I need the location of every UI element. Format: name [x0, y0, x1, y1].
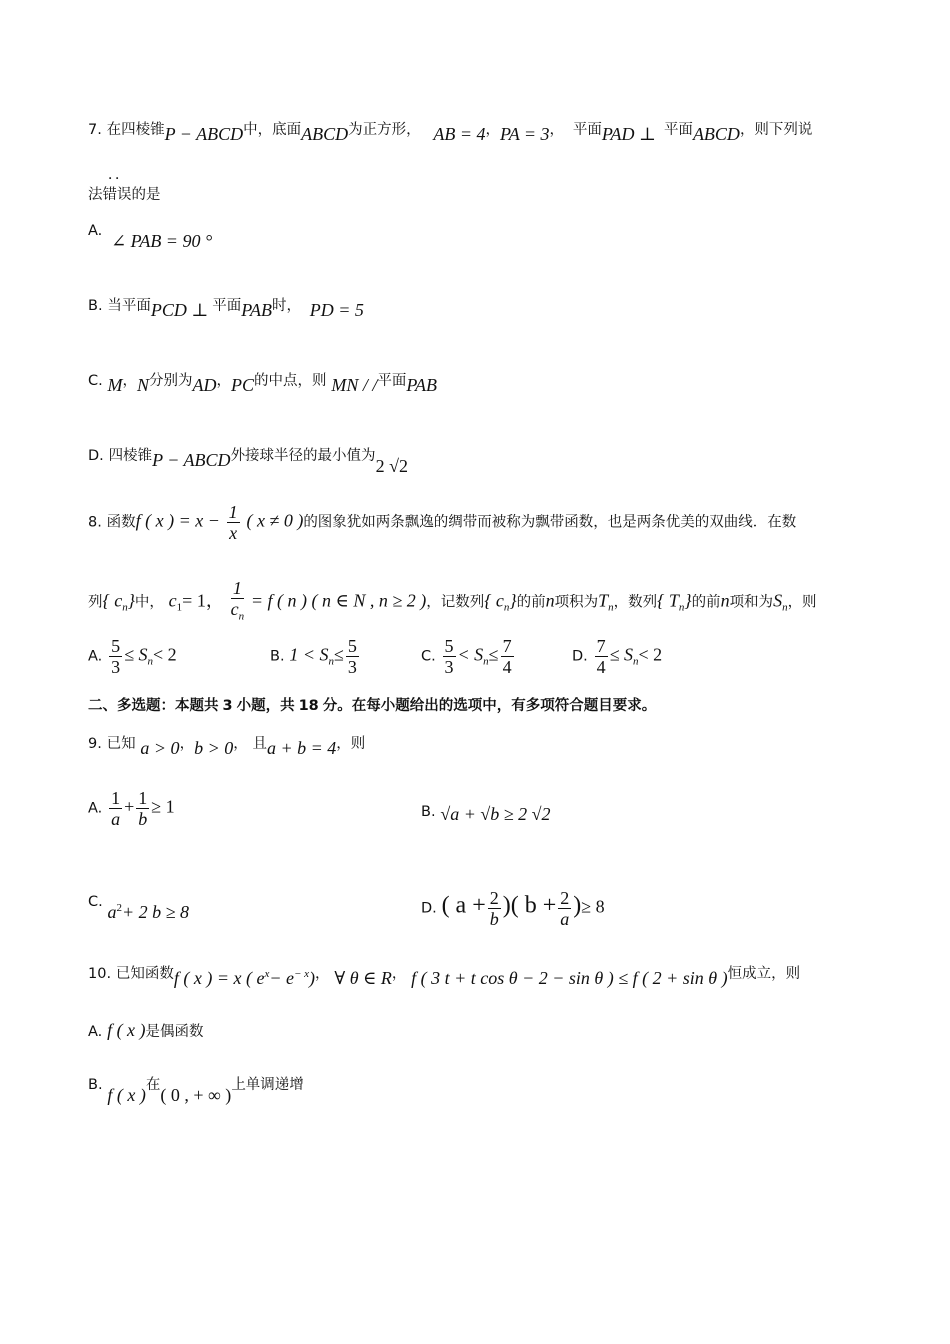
q8-sub: n: [147, 655, 153, 668]
q7-b-math: PD = 5: [309, 300, 364, 320]
q7-math-abcd: ABCD: [692, 124, 740, 144]
frac-numerator: 1: [231, 578, 245, 599]
option-label: B.: [270, 648, 285, 665]
q10-option-b: [88, 1073, 304, 1105]
q9-text: ，则: [336, 736, 366, 752]
frac-denominator: a: [111, 809, 121, 829]
q10-math-part: ): [309, 968, 316, 988]
q8-fraction: [231, 578, 245, 627]
q7-stem-line1: [88, 118, 813, 144]
section-count: 3: [222, 698, 233, 714]
frac-numerator: 2: [560, 888, 570, 908]
q7-math-pyramid: P − ABCD: [164, 124, 244, 144]
section-points: 18: [298, 698, 319, 714]
option-label: A.: [88, 1024, 103, 1040]
q10-text: 上单调递增: [231, 1077, 304, 1093]
q8-math: n: [720, 590, 730, 611]
q8-option-d: [572, 636, 662, 677]
frac-denominator: x: [229, 523, 238, 543]
q8-b-math: ≤: [334, 644, 344, 665]
q8-math: = 1，: [182, 590, 224, 611]
q7-text: 分别为: [149, 373, 193, 389]
q8-math-cond: ( x ≠ 0 ): [246, 510, 304, 531]
q8-math: { c: [484, 590, 504, 611]
frac-denominator: 4: [502, 657, 512, 677]
q7-math-pa: PA = 3: [500, 124, 550, 144]
q10-math-part: f ( x ) = x ( e: [173, 968, 265, 988]
frac-denominator: 3: [347, 657, 357, 677]
q7-text: 平面: [572, 122, 602, 138]
frac-numerator: 2: [489, 888, 499, 908]
option-label: D.: [88, 448, 104, 464]
q7-text: 法错误的是: [88, 187, 161, 203]
q7-text: ，: [485, 122, 501, 138]
q7-option-c: [88, 369, 438, 395]
q9-d-math: ≥ 8: [581, 896, 605, 917]
q9-d-math: ): [502, 892, 511, 919]
q7-d-math: P − ABCD: [152, 450, 231, 470]
q10-text: 在: [145, 1077, 161, 1093]
q8-c-math: < S: [457, 644, 484, 665]
q8-stem-line2: [88, 578, 817, 627]
q9-number: 9.: [88, 736, 102, 752]
frac-denominator: b: [138, 809, 148, 829]
q8-text: 的前: [516, 594, 546, 611]
q8-math: { c: [102, 590, 123, 611]
q7-text: 中，底面: [243, 122, 302, 138]
q8-fraction: [227, 502, 240, 543]
q8-c-math: ≤: [488, 644, 499, 665]
q7-c-math: AD: [192, 375, 217, 395]
q8-math: { T: [657, 590, 679, 611]
q8-d-fraction: [595, 636, 608, 677]
q9-stem: [88, 732, 366, 758]
q10-stem: [88, 962, 801, 988]
q9-text: ，: [179, 736, 195, 752]
q9-a-fraction: [136, 788, 149, 829]
q8-a-math: < 2: [152, 644, 177, 665]
q8-number: 8.: [88, 514, 102, 531]
frac-denominator: 3: [444, 657, 454, 677]
q8-sub: n: [632, 655, 639, 668]
q7-b-math: PCD ⊥: [150, 300, 209, 320]
q8-text: ，记数列: [426, 594, 485, 611]
q8-option-c: [421, 636, 516, 677]
q8-text: 项和为: [729, 594, 774, 611]
frac-numerator: 5: [111, 636, 121, 656]
q8-text: 项积为: [554, 594, 599, 611]
q7-a-math: ∠ PAB = 90 °: [111, 231, 213, 251]
q8-math: S: [773, 590, 783, 611]
q8-c-fraction: [501, 636, 514, 677]
q8-option-a: [88, 636, 177, 677]
q9-option-d: [421, 888, 605, 929]
q7-c-math: M: [107, 375, 123, 395]
frac-denominator: b: [489, 909, 499, 929]
q9-math: b > 0: [194, 738, 234, 758]
section-text: 小题，共: [236, 698, 295, 714]
q7-d-math: 2 √2: [375, 456, 408, 476]
q7-option-b: [88, 294, 364, 320]
q7-text: ，: [216, 373, 232, 389]
option-label: A.: [88, 223, 103, 239]
q10-math-ineq: f ( 3 t + t cos θ − 2 − sin θ ) ≤ f ( 2 + sin θ ): [411, 968, 728, 988]
q9-a-fraction: [109, 788, 122, 829]
q7-math-base: ABCD: [301, 124, 349, 144]
q10-sup: − x: [293, 968, 310, 980]
q7-text: 时，: [271, 298, 301, 314]
q7-c-math: MN / /: [331, 375, 378, 395]
q7-emphasis-dots: ．．: [108, 167, 129, 183]
q7-text: 的中点，则: [254, 373, 327, 389]
q7-text: ，: [549, 122, 565, 138]
q9-d-fraction: [488, 888, 501, 929]
q8-text: ，数列: [613, 594, 658, 611]
q8-math: T: [598, 590, 609, 611]
q9-c-base: a: [107, 902, 117, 922]
q7-text: 四棱锥: [108, 448, 153, 464]
q9-option-a: [88, 788, 175, 829]
section-text: 分。在每小题给出的选项中，有多项符合题目要求。: [322, 698, 657, 714]
q9-c-sup: 2: [116, 902, 123, 914]
q8-text: 的图象犹如两条飘逸的绸带而被称为飘带函数，也是两条优美的双曲线．在数: [303, 514, 797, 531]
option-label: D.: [421, 900, 437, 917]
q9-d-fraction: [558, 888, 571, 929]
q9-d-math: ( b +: [510, 892, 557, 919]
q7-text: 当平面: [107, 298, 151, 314]
q8-option-b: [270, 636, 361, 677]
q10-text: 是偶函数: [145, 1024, 204, 1040]
q9-text: 且: [252, 736, 267, 752]
q8-sub: n: [122, 601, 128, 614]
option-label: C.: [421, 648, 436, 665]
frac-denominator: 3: [111, 657, 121, 677]
q8-sub: n: [503, 601, 510, 614]
q9-d-math: ( a +: [441, 892, 486, 919]
q8-math: n: [545, 590, 555, 611]
q9-option-b: [421, 800, 551, 824]
frac-denominator: 4: [596, 657, 606, 677]
q7-text: 为正方形，: [348, 122, 421, 138]
q10-text: 恒成立，则: [727, 966, 801, 982]
q10-math-fx: [174, 968, 315, 988]
q10-text: 已知函数: [115, 966, 174, 982]
q8-sub: n: [483, 655, 489, 668]
q7-c-math: PC: [231, 375, 255, 395]
option-label: B.: [421, 804, 436, 820]
frac-numerator: 1: [228, 502, 238, 522]
frac-numerator: 5: [347, 636, 357, 656]
q7-math-ab: AB = 4: [433, 124, 486, 144]
q7-text: ，则下列说: [739, 122, 813, 138]
q7-c-math: PAB: [406, 375, 438, 395]
section-heading-multiple-choice: [88, 694, 656, 715]
q7-text: 平面: [663, 122, 693, 138]
q8-d-math: < 2: [638, 644, 663, 665]
q8-math: = f ( n ) ( n ∈ N , n ≥ 2 ): [250, 590, 427, 611]
option-label: B.: [88, 1077, 103, 1093]
q9-b-math: √a + √b ≥ 2 √2: [440, 804, 551, 824]
q8-math-fx: f ( x ) = x −: [135, 510, 220, 531]
q8-math: c: [168, 590, 177, 611]
option-label: D.: [572, 648, 588, 665]
option-label: C.: [88, 894, 103, 910]
q8-math: }: [684, 590, 692, 611]
q7-option-a: [88, 219, 213, 251]
q8-sub: n: [328, 655, 334, 668]
q10-math-forall: ∀ θ ∈ R: [334, 968, 392, 988]
q8-stem-line1: [88, 502, 796, 543]
q9-a-math: ≥ 1: [151, 796, 175, 817]
section-text: 二、多选题：本题共: [88, 698, 219, 714]
q10-text: ，: [315, 966, 330, 982]
q9-math: a + b = 4: [267, 738, 337, 758]
q8-text: 列: [88, 594, 103, 611]
q8-math: }: [127, 590, 135, 611]
q8-d-math: ≤ S: [609, 644, 633, 665]
q7-text: 平面: [212, 298, 242, 314]
q8-b-fraction: [346, 636, 359, 677]
q9-text: 已知: [106, 736, 136, 752]
frac-numerator: 1: [111, 788, 121, 808]
frac-numerator: 7: [502, 636, 512, 656]
q7-stem-line2: [88, 183, 161, 204]
q8-a-fraction: [109, 636, 122, 677]
frac-den-text: c: [230, 599, 239, 619]
q9-d-math: ): [573, 892, 582, 919]
q10-text: ，: [391, 966, 407, 982]
q9-option-c: [88, 890, 190, 922]
q8-c-fraction: [443, 636, 456, 677]
q9-math: a > 0: [140, 738, 180, 758]
q7-math-pad: PAD ⊥: [601, 124, 656, 144]
option-label: B.: [88, 298, 103, 314]
frac-numerator: 7: [596, 636, 606, 656]
q10-a-math: f ( x ): [107, 1020, 146, 1040]
q10-b-math: ( 0 , + ∞ ): [160, 1085, 232, 1105]
q8-text: 中，: [134, 594, 164, 611]
q10-sup: x: [264, 968, 270, 980]
q8-sub: n: [678, 601, 685, 614]
q8-sub: n: [608, 601, 614, 614]
q7-option-d: [88, 444, 408, 476]
q10-b-math: f ( x ): [107, 1085, 146, 1105]
q10-option-a: [88, 1020, 204, 1041]
q7-c-math: N: [137, 375, 150, 395]
frac-numerator: 1: [138, 788, 148, 808]
q8-sub: 1: [176, 601, 183, 614]
q9-c-math: [108, 902, 190, 922]
q9-text: ，: [233, 736, 248, 752]
q10-number: 10.: [88, 966, 112, 982]
q9-c-rest: + 2 b ≥ 8: [122, 902, 190, 922]
q7-text: ，: [122, 373, 138, 389]
option-label: C.: [88, 373, 103, 389]
q7-b-math: PAB: [241, 300, 272, 320]
q9-a-math: +: [124, 796, 135, 817]
q7-number: 7.: [88, 122, 102, 138]
q8-sub: n: [238, 610, 245, 623]
q8-sub: n: [782, 601, 788, 614]
q10-math-part: − e: [269, 968, 294, 988]
frac-denominator: [231, 599, 245, 627]
option-label: A.: [88, 648, 103, 665]
frac-denominator: a: [560, 909, 570, 929]
q8-b-math: 1 < S: [289, 644, 329, 665]
q7-text: 平面: [377, 373, 407, 389]
q8-text: ，则: [787, 594, 817, 611]
q7-text: 外接球半径的最小值为: [230, 448, 376, 464]
q7-text: 在四棱锥: [106, 122, 165, 138]
option-label: A.: [88, 800, 103, 817]
q8-a-math: ≤ S: [124, 644, 148, 665]
q8-text: 的前: [691, 594, 721, 611]
q8-text: 函数: [106, 514, 136, 531]
q8-math: }: [509, 590, 517, 611]
frac-numerator: 5: [444, 636, 454, 656]
